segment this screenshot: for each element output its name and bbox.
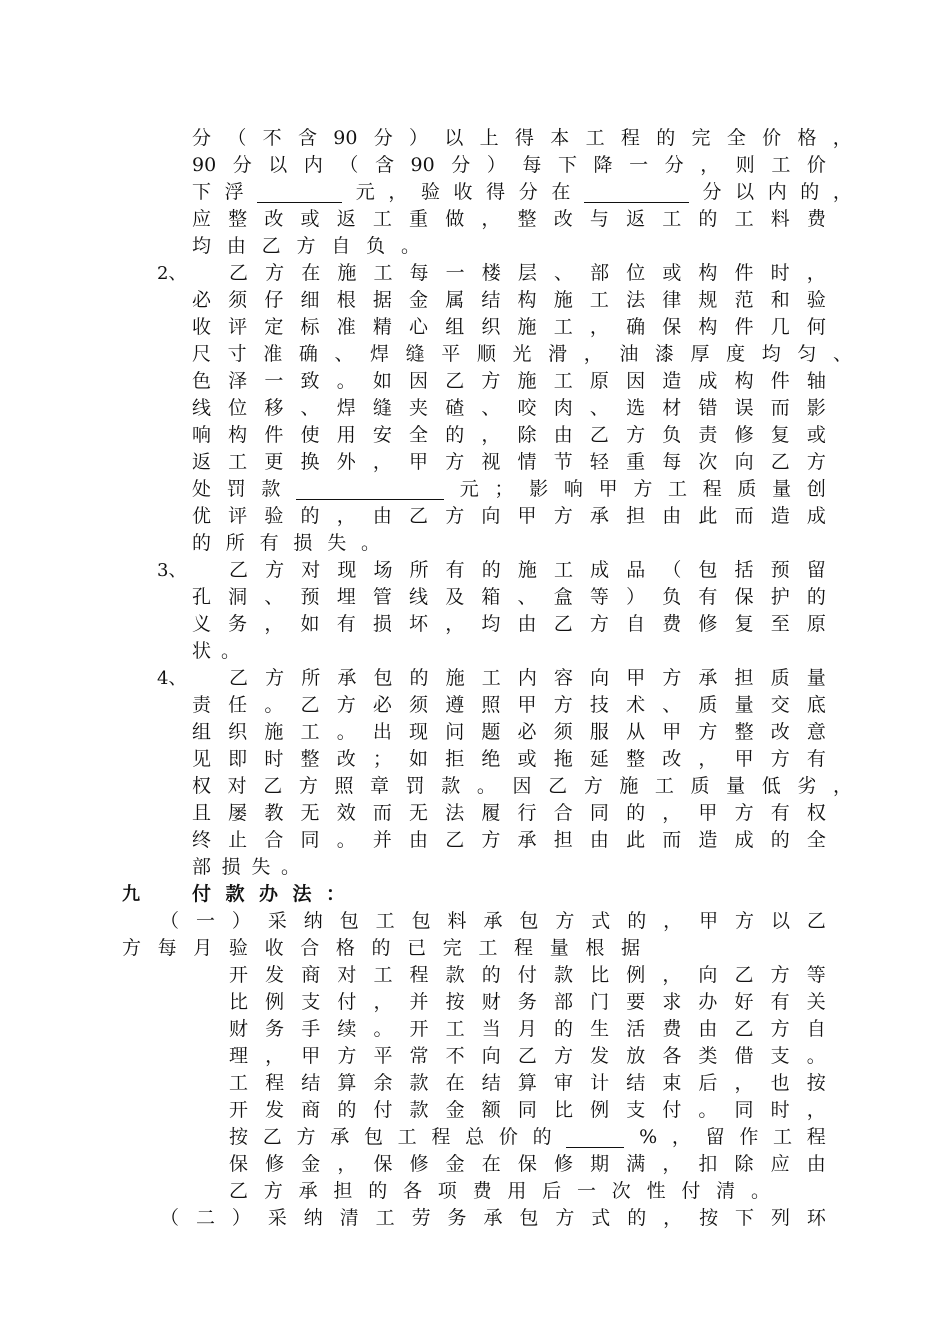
text-line: 收 评 定 标 准 精 心 组 织 施 工 ， 确 保 构 件 几 何 xyxy=(192,316,826,338)
fill-in-blank xyxy=(566,1128,624,1148)
text-line: 工 程 结 算 余 款 在 结 算 审 计 结 束 后 ， 也 按 xyxy=(229,1072,826,1094)
text-line: 部 损 失 。 xyxy=(192,856,300,878)
text-line: 乙 方 承 担 的 各 项 费 用 后 一 次 性 付 清 。 xyxy=(229,1180,770,1202)
text-line: （ 一 ） 采 纳 包 工 包 料 承 包 方 式 的 ， 甲 方 以 乙 xyxy=(160,910,826,932)
item-number: 4、 xyxy=(157,668,187,689)
item-number: 3、 xyxy=(157,560,187,581)
text-line: 开 发 商 的 付 款 金 额 同 比 例 支 付 。 同 时 ， xyxy=(229,1099,826,1121)
text-line: 响 构 件 使 用 安 全 的 ， 除 由 乙 方 负 责 修 复 或 xyxy=(192,424,826,446)
text-line: 的 所 有 损 失 。 xyxy=(192,532,380,554)
text-line: （ 二 ） 采 纳 清 工 劳 务 承 包 方 式 的 ， 按 下 列 环 xyxy=(160,1207,826,1229)
text-line: 均 由 乙 方 自 负 。 xyxy=(192,235,420,257)
section-number: 九 xyxy=(122,884,140,905)
text-line: 权 对 乙 方 照 章 罚 款 。 因 乙 方 施 工 质 量 低 劣 ， xyxy=(192,775,852,797)
text-line: 比 例 支 付 ， 并 按 财 务 部 门 要 求 办 好 有 关 xyxy=(229,991,826,1013)
text-line: 按 乙 方 承 包 工 程 总 价 的 % ， 留 作 工 程 xyxy=(229,1126,826,1148)
text-line: 方 每 月 验 收 合 格 的 已 完 工 程 量 根 据 xyxy=(122,937,640,959)
text-line: 优 评 验 的 ， 由 乙 方 向 甲 方 承 担 由 此 而 造 成 xyxy=(192,505,826,527)
text-line: 分 （ 不 含 90 分 ） 以 上 得 本 工 程 的 完 全 价 格 ， xyxy=(192,127,852,149)
fill-in-blank xyxy=(584,183,689,203)
text-line: 终 止 合 同 。 并 由 乙 方 承 担 由 此 而 造 成 的 全 xyxy=(192,829,826,851)
text-line: 返 工 更 换 外 ， 甲 方 视 情 节 轻 重 每 次 向 乙 方 xyxy=(192,451,826,473)
text-line: 组 织 施 工 。 出 现 问 题 必 须 服 从 甲 方 整 改 意 xyxy=(192,721,826,743)
text-line: 且 屡 教 无 效 而 无 法 履 行 合 同 的 ， 甲 方 有 权 xyxy=(192,802,826,824)
text-line: 责 任 。 乙 方 必 须 遵 照 甲 方 技 术 、 质 量 交 底 xyxy=(192,694,826,716)
fill-in-blank xyxy=(296,480,444,500)
text-line: 乙 方 所 承 包 的 施 工 内 容 向 甲 方 承 担 质 量 xyxy=(229,667,826,689)
text-line: 应 整 改 或 返 工 重 做 ， 整 改 与 返 工 的 工 料 费 xyxy=(192,208,826,230)
text-line: 开 发 商 对 工 程 款 的 付 款 比 例 ， 向 乙 方 等 xyxy=(229,964,826,986)
text-line: 理 ， 甲 方 平 常 不 向 乙 方 发 放 各 类 借 支 。 xyxy=(229,1045,826,1067)
text-line: 必 须 仔 细 根 据 金 属 结 构 施 工 法 律 规 范 和 验 xyxy=(192,289,826,311)
text-line: 付 款 办 法 ： xyxy=(192,883,345,905)
item-number: 2、 xyxy=(157,263,187,284)
text-line: 乙 方 对 现 场 所 有 的 施 工 成 品 （ 包 括 预 留 xyxy=(229,559,826,581)
fill-in-blank xyxy=(257,183,342,203)
text-line: 义 务 ， 如 有 损 坏 ， 均 由 乙 方 自 费 修 复 至 原 xyxy=(192,613,826,635)
text-line: 下 浮 元 ， 验 收 得 分 在 分 以 内 的 ， xyxy=(192,181,852,203)
text-line: 90 分 以 内 （ 含 90 分 ） 每 下 降 一 分 ， 则 工 价 xyxy=(192,154,826,176)
text-line: 线 位 移 、 焊 缝 夹 碴 、 咬 肉 、 选 材 错 误 而 影 xyxy=(192,397,826,419)
text-line: 财 务 手 续 。 开 工 当 月 的 生 活 费 由 乙 方 自 xyxy=(229,1018,826,1040)
text-line: 乙 方 在 施 工 每 一 楼 层 、 部 位 或 构 件 时 ， xyxy=(229,262,826,284)
text-line: 色 泽 一 致 。 如 因 乙 方 施 工 原 因 造 成 构 件 轴 xyxy=(192,370,826,392)
text-line: 孔 洞 、 预 埋 管 线 及 箱 、 盒 等 ） 负 有 保 护 的 xyxy=(192,586,826,608)
text-line: 保 修 金 ， 保 修 金 在 保 修 期 满 ， 扣 除 应 由 xyxy=(229,1153,826,1175)
text-line: 状 。 xyxy=(192,640,240,662)
text-line: 尺 寸 准 确 、 焊 缝 平 顺 光 滑 ， 油 漆 厚 度 均 匀 、 xyxy=(192,343,852,365)
text-line: 处 罚 款 元 ； 影 响 甲 方 工 程 质 量 创 xyxy=(192,478,826,500)
text-line: 见 即 时 整 改 ； 如 拒 绝 或 拖 延 整 改 ， 甲 方 有 xyxy=(192,748,826,770)
